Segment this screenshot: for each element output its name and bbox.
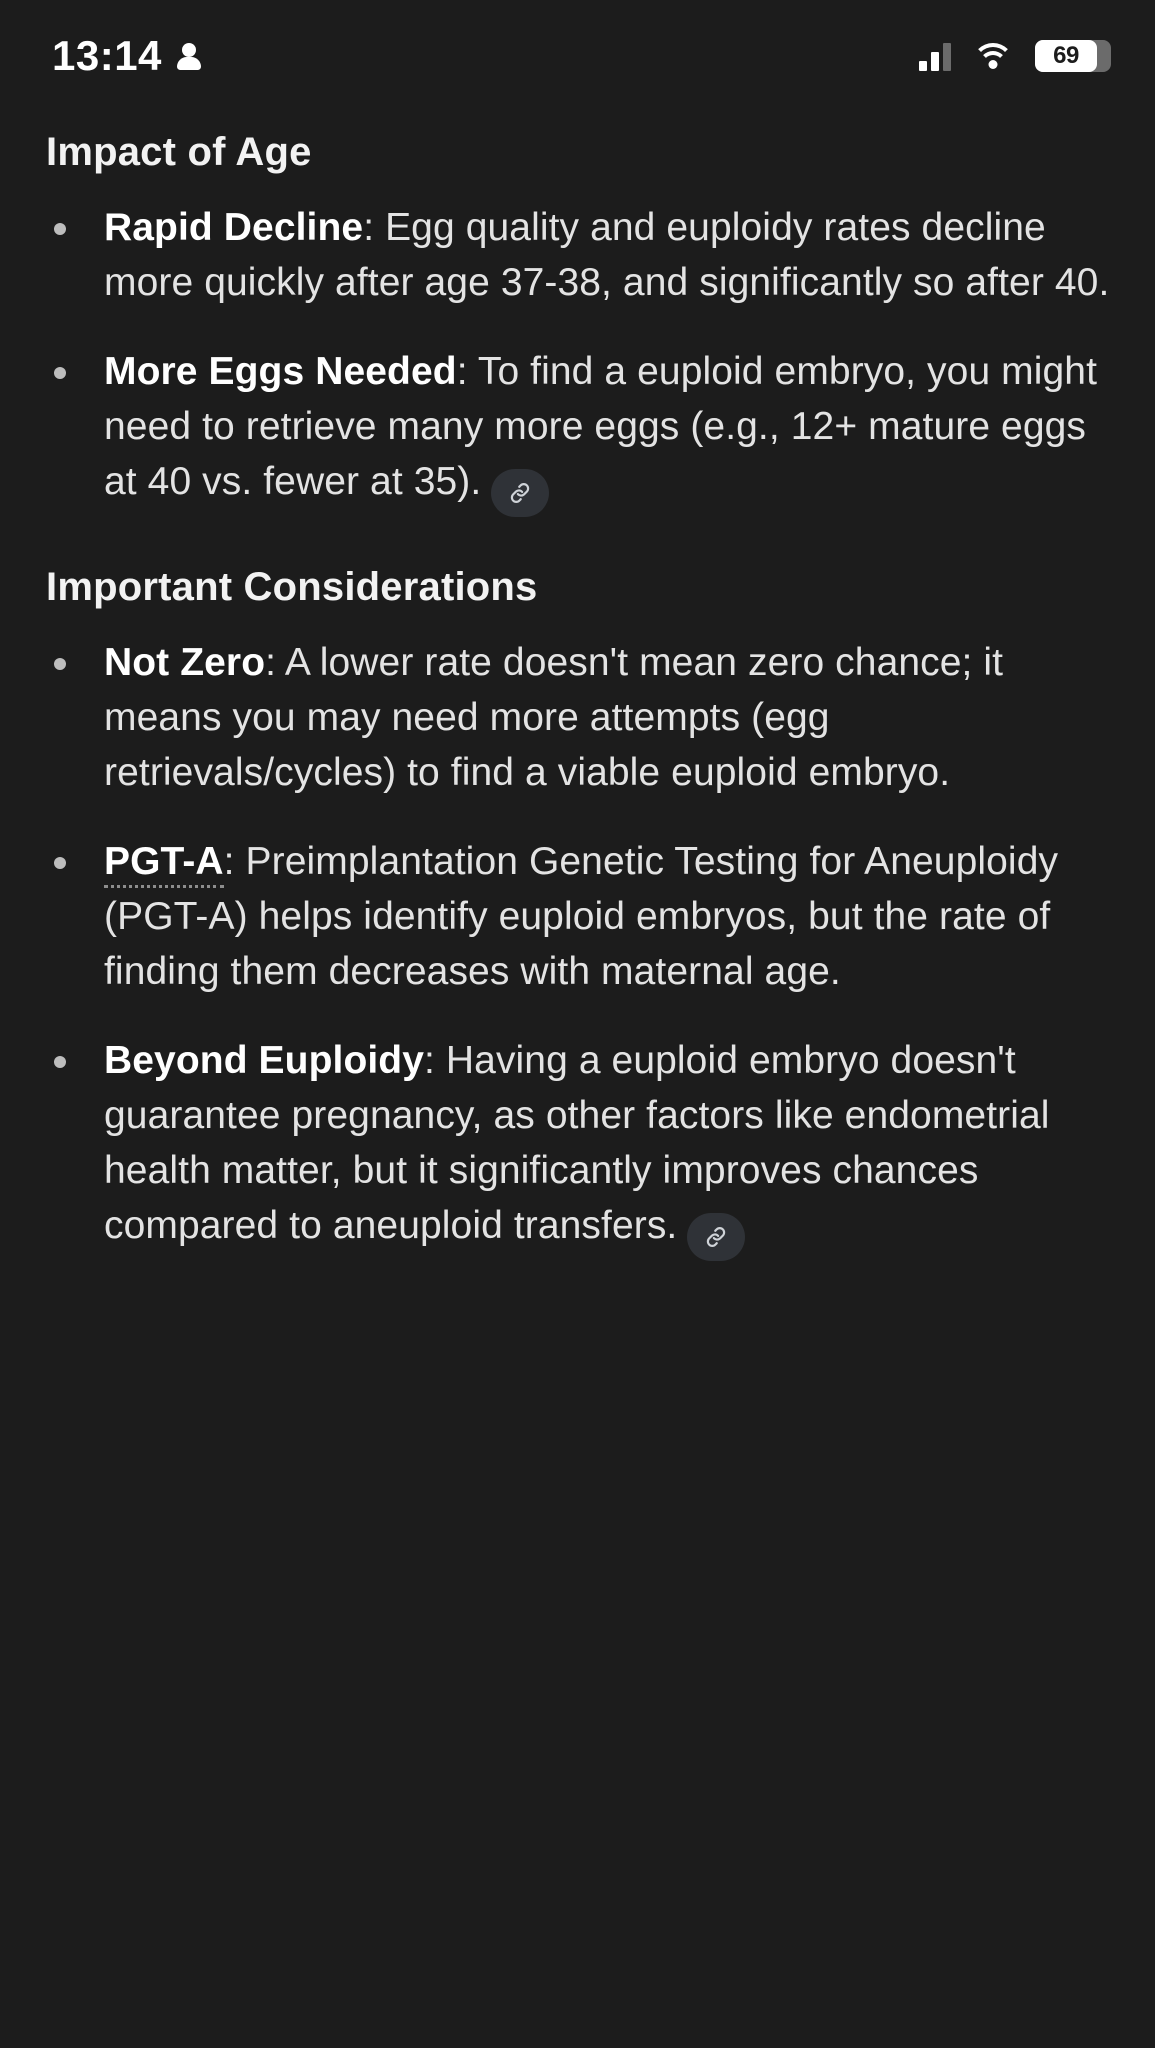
list-item bbox=[46, 201, 1115, 311]
bullet-list-impact-of-age bbox=[46, 201, 1115, 517]
battery-level-label: 69 bbox=[1053, 42, 1079, 69]
bullet-text: : A lower rate doesn't mean zero chance; it means you may need more attempts (egg retrievals/cycles) to find a viable euploid embryo. bbox=[104, 640, 1004, 794]
bullet-text: : Egg quality and euploidy rates decline more quickly after age 37-38, and significantly so after 40. bbox=[104, 206, 1110, 304]
article-content bbox=[0, 130, 1155, 1261]
list-item bbox=[46, 345, 1115, 517]
bullet-lead: Beyond Euploidy bbox=[104, 1038, 425, 1082]
link-icon[interactable] bbox=[687, 1213, 745, 1261]
status-bar bbox=[0, 0, 1155, 112]
status-bar-left bbox=[52, 32, 202, 80]
bullet-lead: Rapid Decline bbox=[104, 206, 364, 249]
bullet-text: : Having a euploid embryo doesn't guarantee pregnancy, as other factors like endometrial health matter, but it significantly improves chances compared to aneuploid transfers. bbox=[104, 1038, 1050, 1247]
bullet-lead: Not Zero bbox=[104, 640, 266, 684]
status-bar-right bbox=[919, 40, 1111, 72]
bullet-lead: More Eggs Needed bbox=[104, 349, 457, 393]
bullet-list-important-considerations bbox=[46, 636, 1115, 1261]
section-heading-important-considerations: Important Considerations bbox=[46, 564, 538, 609]
bullet-lead-pgt-a[interactable]: PGT-A bbox=[104, 840, 224, 888]
cellular-signal-icon bbox=[919, 41, 951, 71]
wifi-icon bbox=[973, 41, 1013, 71]
battery-icon bbox=[1035, 40, 1111, 72]
bullet-text: : To find a euploid embryo, you might need to retrieve many more eggs (e.g., 12+ mature eggs at 40 vs. fewer at 35). bbox=[104, 349, 1098, 503]
bullet-text: : Preimplantation Genetic Testing for Aneuploidy (PGT-A) helps identify euploid embryos, but the rate of finding them decreases with maternal age. bbox=[104, 839, 1059, 993]
list-item bbox=[46, 1034, 1115, 1261]
person-icon bbox=[176, 41, 202, 71]
list-item bbox=[46, 835, 1115, 1000]
link-icon[interactable] bbox=[491, 469, 549, 517]
list-item bbox=[46, 636, 1115, 801]
section-heading-impact-of-age: Impact of Age bbox=[46, 130, 312, 174]
status-clock: 13:14 bbox=[52, 32, 162, 79]
